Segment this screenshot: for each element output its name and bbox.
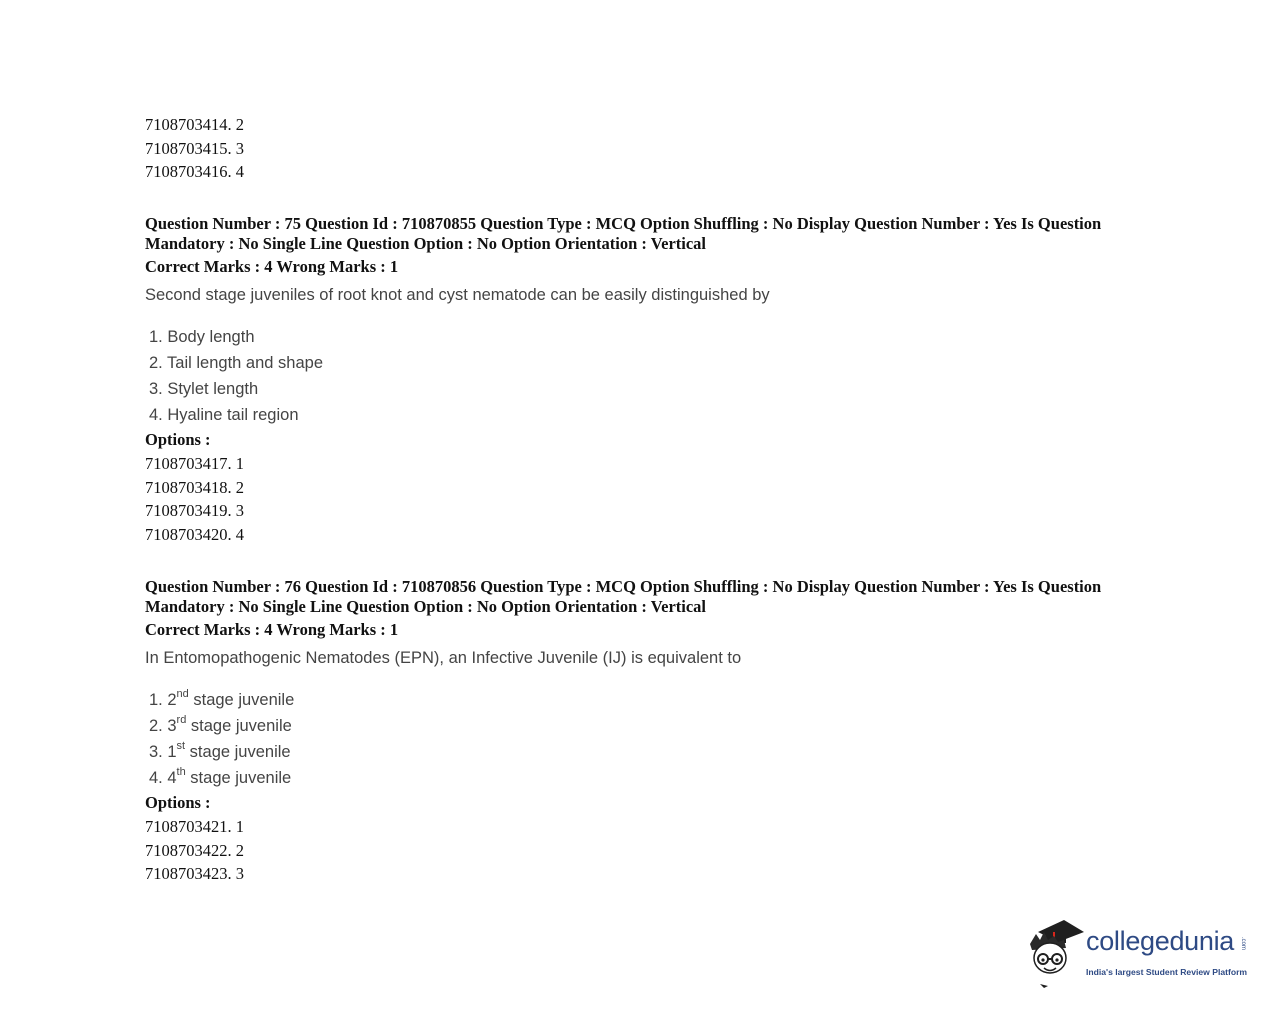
option-id-line: 7108703416. 4 xyxy=(145,162,244,182)
question-text: In Entomopathogenic Nematodes (EPN), an Infective Juvenile (IJ) is equivalent to xyxy=(145,648,742,667)
choice-text: 3. Stylet length xyxy=(149,380,259,399)
choice-text: stage juvenile xyxy=(185,768,292,787)
logo-domain: .com xyxy=(1240,937,1246,951)
ordinal-suffix: st xyxy=(176,740,186,753)
question-meta xyxy=(145,214,1155,254)
question-meta-line: Mandatory : No Single Line Question Option : No Option Orientation : Vertical xyxy=(145,596,707,616)
exam-document xyxy=(145,113,1155,886)
question-block-75 xyxy=(145,214,1155,547)
answer-choice xyxy=(149,376,1155,402)
answer-choice xyxy=(149,687,1155,713)
question-meta-line: Question Number : 76 Question Id : 710870856 Question Type : MCQ Option Shuffling : No Display Question Number : Yes Is Question xyxy=(145,576,1102,596)
answer-choice xyxy=(149,350,1155,376)
choice-text: stage juvenile xyxy=(185,742,291,761)
choice-number: 3. 1 xyxy=(149,742,177,761)
choice-number: 1. 2 xyxy=(149,690,177,709)
choice-number: 4. 4 xyxy=(149,768,177,787)
option-id-line: 7108703417. 1 xyxy=(145,454,244,474)
answer-choice xyxy=(149,739,1155,765)
answer-choice xyxy=(149,324,1155,350)
logo-tagline: India's largest Student Review Platform xyxy=(1086,967,1248,977)
section-gap xyxy=(145,184,1155,214)
question-marks: Correct Marks : 4 Wrong Marks : 1 xyxy=(145,257,399,277)
choice-text: stage juvenile xyxy=(186,716,292,735)
question-text: Second stage juveniles of root knot and cyst nematode can be easily distinguished by xyxy=(145,286,770,305)
ordinal-suffix: rd xyxy=(176,714,187,727)
ordinal-suffix: nd xyxy=(176,688,189,701)
previous-question-options xyxy=(145,113,1155,184)
collegedunia-logo xyxy=(1024,918,1254,988)
option-id-line: 7108703418. 2 xyxy=(145,477,244,497)
answer-choices xyxy=(145,324,1155,428)
answer-choice xyxy=(149,402,1155,428)
question-meta xyxy=(145,577,1155,617)
graduate-mascot-icon xyxy=(1024,918,1086,990)
choice-text: 2. Tail length and shape xyxy=(149,354,323,373)
options-label: Options : xyxy=(145,792,211,812)
option-id-line: 7108703420. 4 xyxy=(145,525,244,545)
section-gap xyxy=(145,547,1155,577)
choice-number: 2. 3 xyxy=(149,716,177,735)
options-label: Options : xyxy=(145,430,211,450)
option-id-line: 7108703423. 3 xyxy=(145,864,244,884)
choice-text: stage juvenile xyxy=(188,690,295,709)
choice-text: 1. Body length xyxy=(149,328,255,347)
question-marks: Correct Marks : 4 Wrong Marks : 1 xyxy=(145,619,399,639)
option-id-line: 7108703419. 3 xyxy=(145,501,244,521)
answer-choices xyxy=(145,687,1155,791)
choice-text: 4. Hyaline tail region xyxy=(149,406,299,425)
option-id-line: 7108703414. 2 xyxy=(145,115,244,134)
option-id-line: 7108703415. 3 xyxy=(145,138,244,158)
question-meta-line: Question Number : 75 Question Id : 710870855 Question Type : MCQ Option Shuffling : No Display Question Number : Yes Is Question xyxy=(145,214,1102,234)
ordinal-suffix: th xyxy=(176,766,186,779)
option-id-line: 7108703422. 2 xyxy=(145,840,244,860)
answer-choice xyxy=(149,713,1155,739)
logo-wordmark: collegedunia xyxy=(1086,926,1235,956)
question-block-76 xyxy=(145,577,1155,886)
question-meta-line: Mandatory : No Single Line Question Option : No Option Orientation : Vertical xyxy=(145,234,707,254)
option-id-line: 7108703421. 1 xyxy=(145,816,244,836)
answer-choice xyxy=(149,765,1155,791)
